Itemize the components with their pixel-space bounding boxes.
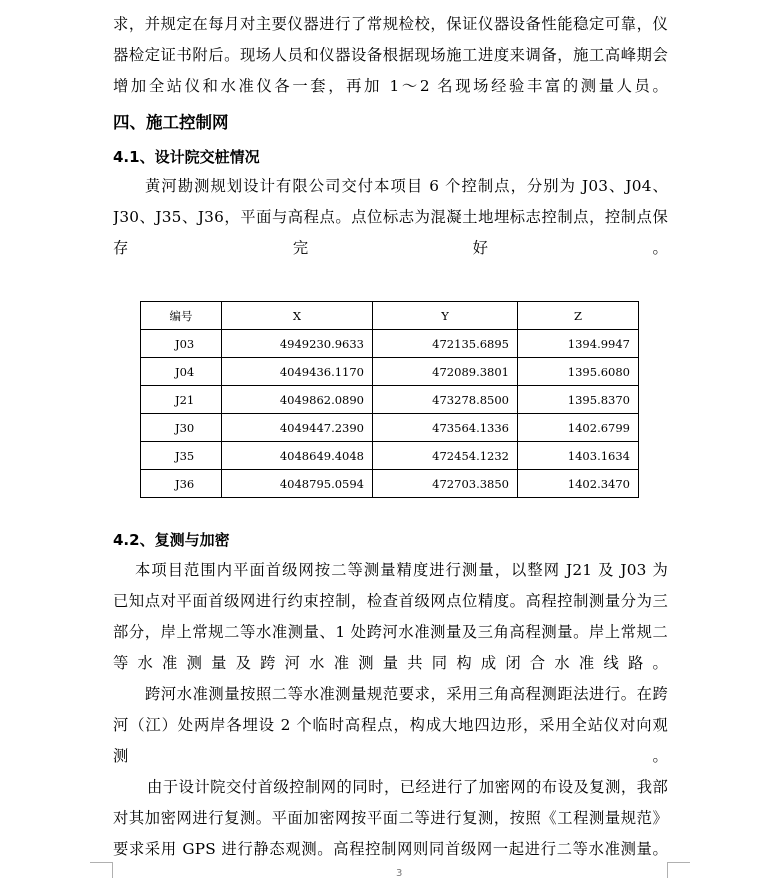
cell-z: 1395.8370 — [518, 386, 639, 414]
heading-4-1: 4.1、设计院交桩情况 — [113, 148, 260, 166]
text-line: 部分，岸上常规二等水准测量、1 处跨河水准测量及三角高程测量。岸上常规二 — [113, 623, 668, 641]
text-line: 等水准测量及跨河水准测量共同构成闭合水准线路。 — [113, 654, 668, 672]
paragraph-4-2-a — [113, 555, 668, 679]
cut-off-line — [113, 0, 668, 2]
cell-z: 1394.9947 — [518, 330, 639, 358]
paragraph-4-2-c — [113, 772, 668, 865]
cell-x: 4048795.0594 — [222, 470, 373, 498]
cell-y: 472089.3801 — [373, 358, 518, 386]
text-line: J30、J35、J36，平面与高程点。点位标志为混凝土地埋标志控制点，控制点保 — [113, 208, 668, 226]
cell-y: 472703.3850 — [373, 470, 518, 498]
text-line: 求，并规定在每月对主要仪器进行了常规检校，保证仪器设备性能稳定可靠，仪 — [113, 15, 668, 33]
cell-id: J21 — [141, 386, 222, 414]
cell-z: 1402.3470 — [518, 470, 639, 498]
cell-z: 1402.6799 — [518, 414, 639, 442]
text-line: 黄河勘测规划设计有限公司交付本项目 6 个控制点，分别为 J03、J04、 — [145, 177, 668, 195]
text-line: 河（江）处两岸各埋设 2 个临时高程点，构成大地四边形，采用全站仪对向观 — [113, 716, 668, 734]
text-line: 测。 — [113, 747, 668, 765]
cell-id: J03 — [141, 330, 222, 358]
cell-y: 472135.6895 — [373, 330, 518, 358]
cell-x: 4049862.0890 — [222, 386, 373, 414]
text-line: 要求采用 GPS 进行静态观测。高程控制网则同首级网一起进行二等水准测量。 — [113, 840, 668, 858]
paragraph-4-2-b — [113, 679, 668, 772]
cell-y: 472454.1232 — [373, 442, 518, 470]
table-row — [141, 386, 639, 414]
table-header-row — [141, 302, 639, 330]
cell-id: J04 — [141, 358, 222, 386]
text-line: 本项目范围内平面首级网按二等测量精度进行测量，以整网 J21 及 J03 为 — [135, 561, 668, 579]
cell-id: J35 — [141, 442, 222, 470]
paragraph-4-1 — [113, 171, 668, 264]
table-row — [141, 470, 639, 498]
cell-z: 1403.1634 — [518, 442, 639, 470]
margin-corner-mark-left — [90, 862, 113, 878]
cell-x: 4949230.9633 — [222, 330, 373, 358]
cell-x: 4049447.2390 — [222, 414, 373, 442]
heading-section-4: 四、施工控制网 — [113, 113, 229, 132]
table-row — [141, 358, 639, 386]
header-z: Z — [518, 302, 639, 330]
text-line: 增加全站仪和水准仪各一套，再加 1～2 名现场经验丰富的测量人员。 — [113, 77, 668, 95]
text-line: 器检定证书附后。现场人员和仪器设备根据现场施工进度来调备，施工高峰期会 — [113, 46, 668, 64]
table-row — [141, 330, 639, 358]
header-id: 编号 — [141, 302, 222, 330]
cell-y: 473278.8500 — [373, 386, 518, 414]
text-line: 存完好。 — [113, 239, 668, 257]
cell-z: 1395.6080 — [518, 358, 639, 386]
heading-4-2: 4.2、复测与加密 — [113, 531, 230, 549]
page-number: 3 — [396, 868, 403, 879]
table-row — [141, 442, 639, 470]
margin-corner-mark-right — [667, 862, 690, 878]
header-y: Y — [373, 302, 518, 330]
cell-x: 4049436.1170 — [222, 358, 373, 386]
paragraph-top — [113, 9, 668, 102]
header-x: X — [222, 302, 373, 330]
text-line: 已知点对平面首级网进行约束控制，检查首级网点位精度。高程控制测量分为三 — [113, 592, 668, 610]
table-row — [141, 414, 639, 442]
text-line: 对其加密网进行复测。平面加密网按平面二等进行复测，按照《工程测量规范》 — [113, 809, 668, 827]
cell-id: J30 — [141, 414, 222, 442]
cell-id: J36 — [141, 470, 222, 498]
text-line: 由于设计院交付首级控制网的同时，已经进行了加密网的布设及复测，我部 — [147, 778, 668, 796]
control-point-table — [140, 301, 639, 498]
cell-y: 473564.1336 — [373, 414, 518, 442]
cell-x: 4048649.4048 — [222, 442, 373, 470]
text-line: 跨河水准测量按照二等水准测量规范要求，采用三角高程测距法进行。在跨 — [145, 685, 668, 703]
